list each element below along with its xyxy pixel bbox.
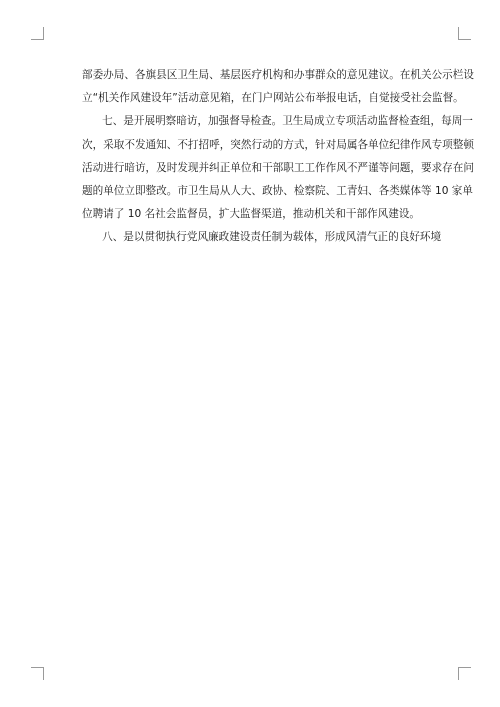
crop-mark-top-left bbox=[31, 27, 44, 40]
crop-mark-bottom-right bbox=[458, 667, 471, 680]
text-line: 位聘请了 10 名社会监督员，扩大监督渠道，推动机关和干部作风建设。 bbox=[82, 208, 421, 221]
crop-mark-top-right bbox=[458, 27, 471, 40]
document-body bbox=[82, 64, 474, 250]
text-line: 题的单位立即整改。市卫生局从人大、政协、检察院、工青妇、各类媒体等 10 家单 bbox=[82, 185, 473, 198]
text-line: 立“机关作风建设年”活动意见箱，在门户网站公布举报电话，自觉接受社会监督。 bbox=[82, 92, 464, 105]
text-line: 八、是以贯彻执行党风廉政建设责任制为载体，形成风清气正的良好环境 bbox=[102, 231, 442, 244]
text-line: 七、是开展明察暗访，加强督导检查。卫生局成立专项活动监督检查组，每周一 bbox=[102, 115, 473, 128]
crop-mark-bottom-left bbox=[31, 667, 44, 680]
text-line: 部委办局、各旗县区卫生局、基层医疗机构和办事群众的意见建议。在机关公示栏设 bbox=[82, 69, 474, 81]
text-line: 次，采取不发通知、不打招呼，突然行动的方式，针对局属各单位纪律作风专项整顿 bbox=[82, 138, 474, 151]
text-line: 活动进行暗访，及时发现并纠正单位和干部职工工作作风不严谨等问题，要求存在问 bbox=[82, 161, 474, 174]
